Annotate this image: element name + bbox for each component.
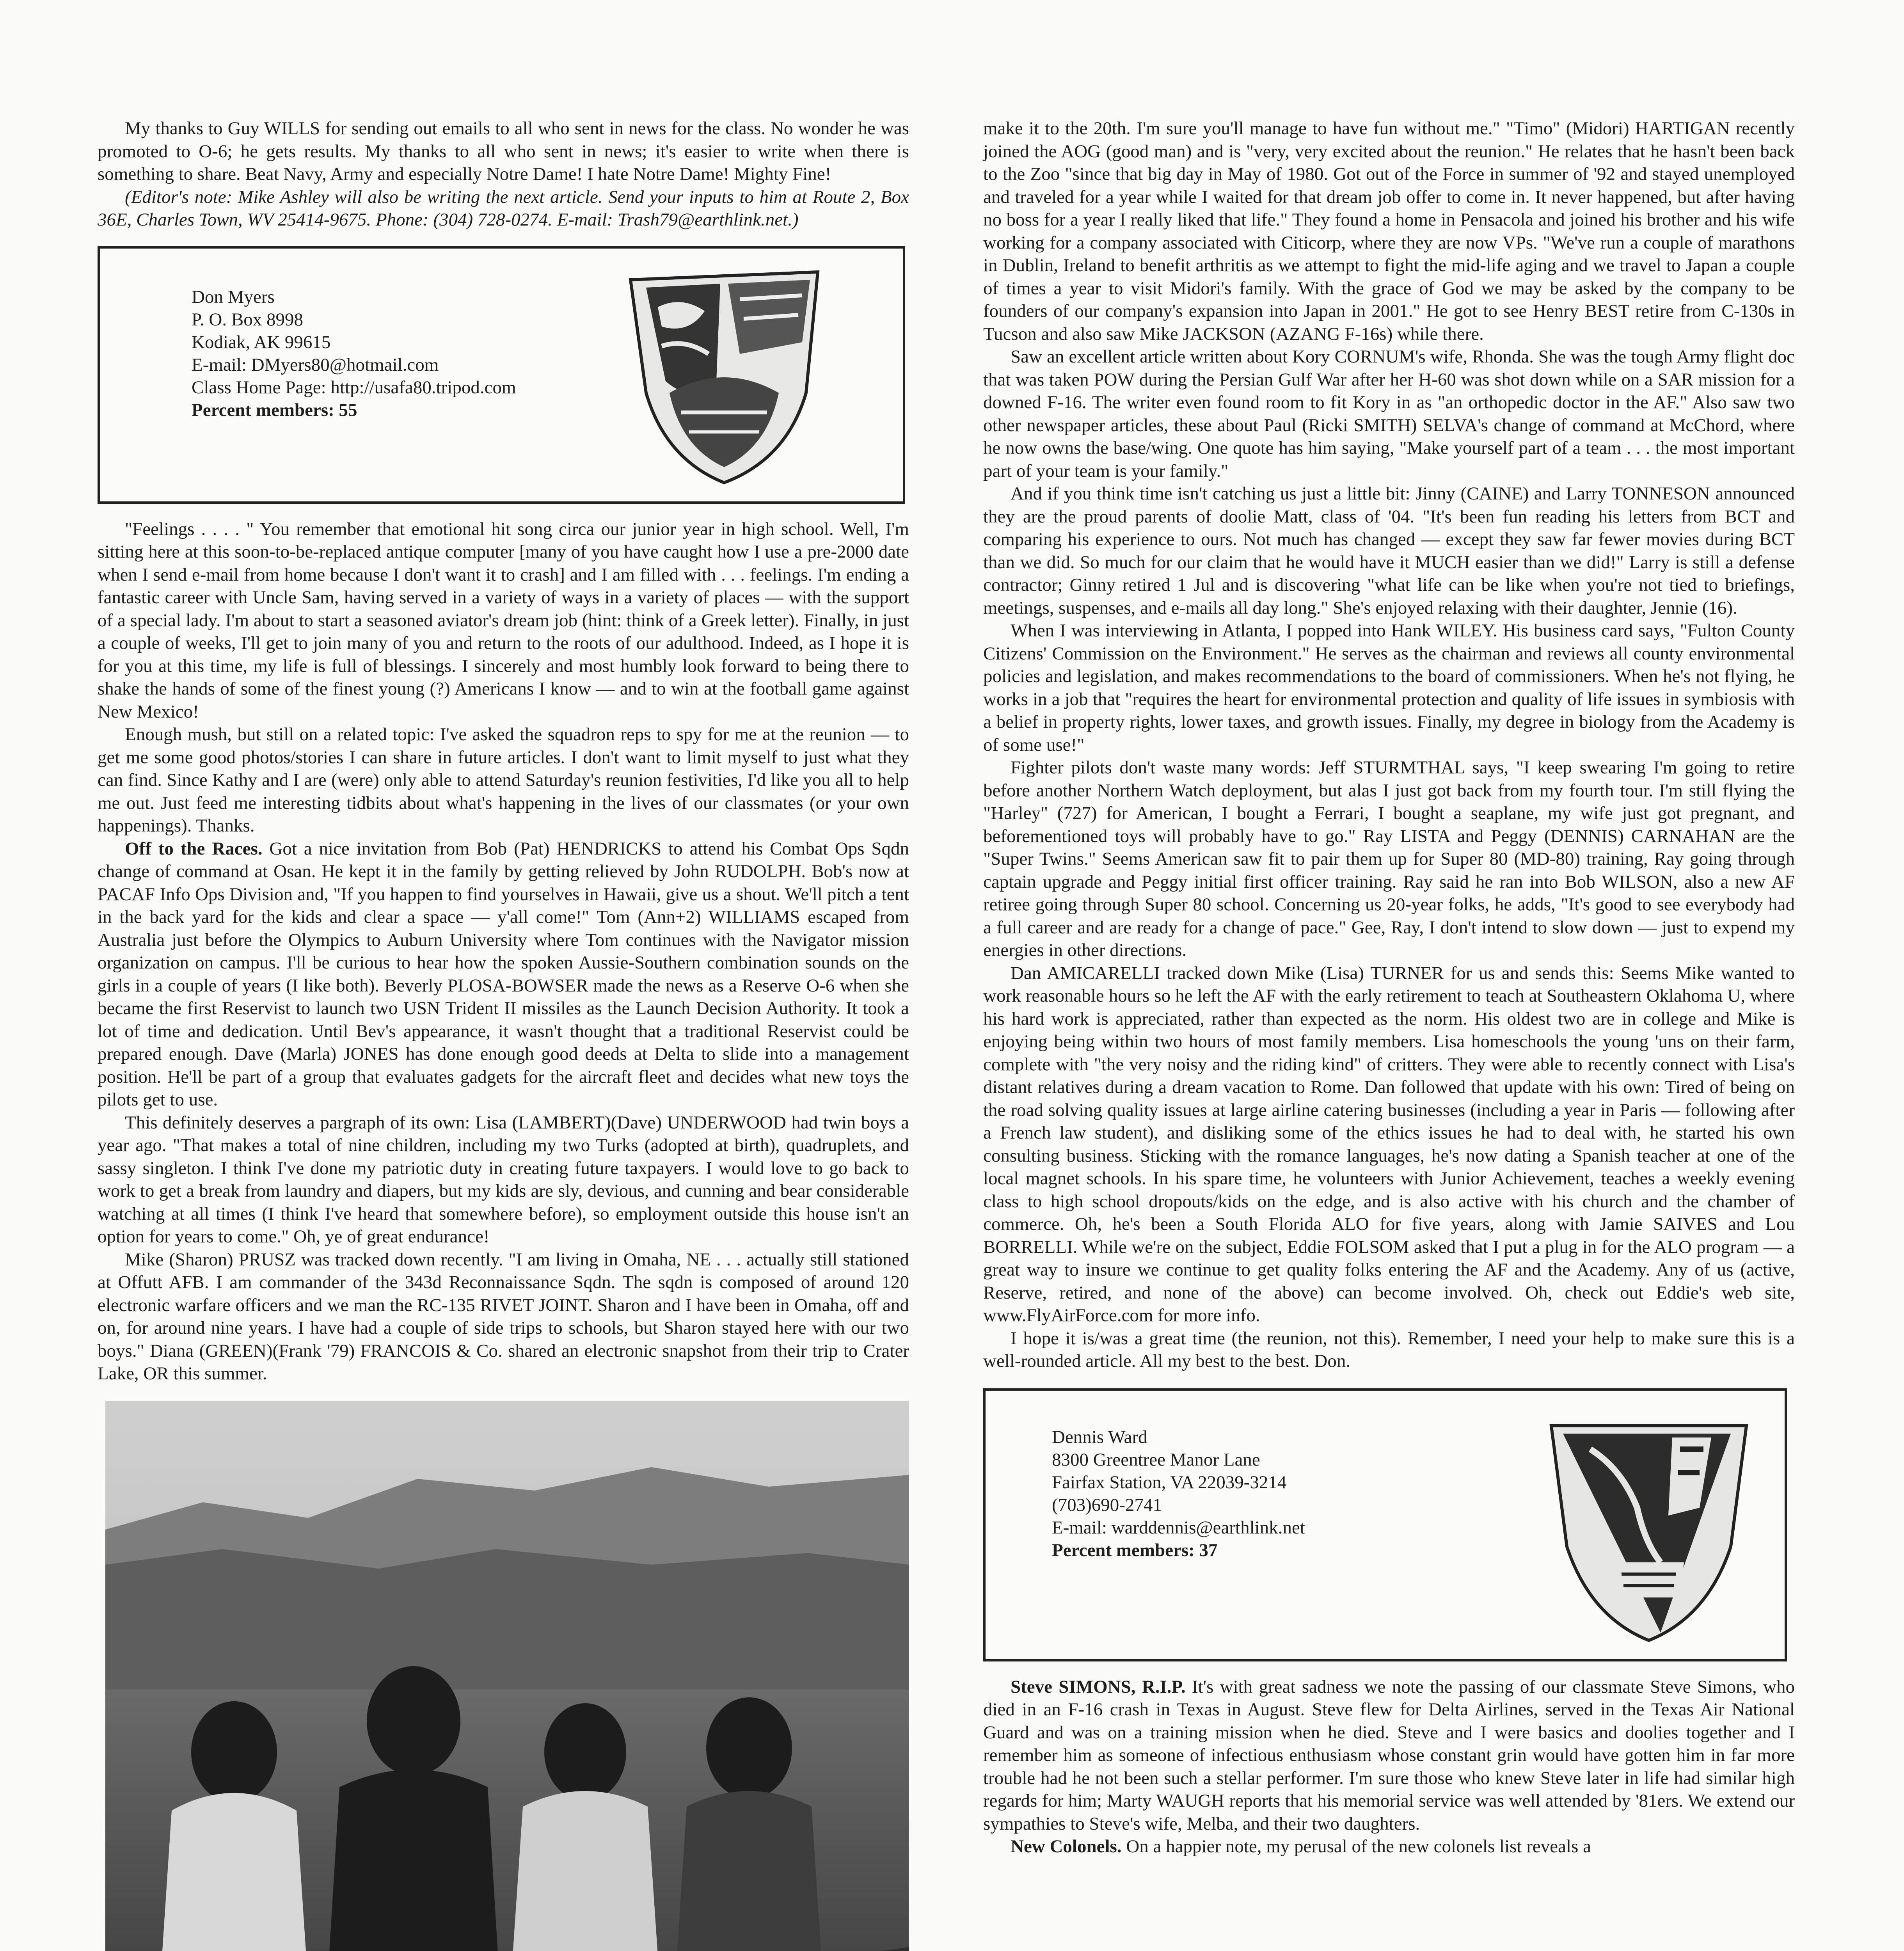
contact-info bbox=[1052, 1426, 1305, 1562]
section-lead: Off to the Races. bbox=[125, 838, 263, 859]
contact-box-class-1981 bbox=[983, 1388, 1787, 1661]
contact-address-line-1: 8300 Greentree Manor Lane bbox=[1052, 1449, 1260, 1470]
contact-address-line-1: P. O. Box 8998 bbox=[192, 309, 303, 330]
article-paragraph: This definitely deserves a pargraph of its own: Lisa (LAMBERT)(Dave) UNDERWOOD had twin boys a year ago. "That makes a total of nine children, including my two Turks (adopted at birth), quadruplets, and sassy singleton. I think I've done my patriotic duty in creating future taxpayers. I would love to go back to work to get a break from laundry and diapers, but my kids are sly, devious, and cunning and bear considerable watching at all times (I think I've heard that somewhere before), so employment outside this house isn't an option for years to come." Oh, ye of great endurance! bbox=[98, 1112, 909, 1247]
contact-name: Don Myers bbox=[192, 286, 275, 307]
right-column bbox=[983, 117, 1795, 1858]
article-paragraph: Off to the Races. Got a nice invitation from Bob (Pat) HENDRICKS to attend his Combat Ops Sqdn change of command at Osan. He kept it in the family by getting relieved by John RUDOLPH. Bob's now at PACAF Info Ops Division and, "If you happen to find yourselves in Hawaii, give us a shout. We'll pitch a tent in the back yard for the kids and clear a space — y'all come!" Tom (Ann+2) WILLIAMS escaped from Australia just before the Olympics to Auburn University where Tom continues with the Navigator mission organization on campus. I'll be curious to hear how the spoken Aussie-Southern combination sounds on the girls in a couple of years (I like both). Beverly PLOSA-BOWSER made the news as a Reserve O-6 when she became the first Reservist to launch two USN Trident II missiles as the Launch Decision Authority. It took a lot of time and dedication. Until Bev's appearance, it wasn't thought that a traditional Reservist could be prepared enough. Dave (Marla) JONES has done enough good deeds at Delta to slide into a management position. He'll be part of a group that evaluates gadgets for the aircraft fleet and decides what new toys the pilots get to use. bbox=[98, 838, 909, 1110]
crater-lake-photo bbox=[105, 1401, 909, 1951]
article-paragraph: Dan AMICARELLI tracked down Mike (Lisa) TURNER for us and sends this: Seems Mike wanted to work reasonable hours so he left the AF with the early retirement to teach at Southeastern Oklahoma U, where his hard work is appreciated, rather than expected as the norm. His oldest two are in college and Mike is enjoying being within two hours of most family members. Lisa homeschools the young 'uns on their farm, complete with "the very noisy and the riding kind" of critters. They were able to recently connect with Lisa's distant relatives during a dream vacation to Rome. Dan followed that update with his own: Tired of being on the road solving quality issues at large airline catering businesses (including a year in Paris — following after a French law student), and disliking some of the ethics issues he had to deal with, he started his own consulting business. Sticking with the romance languages, he's now dating a Spanish teacher at one of the local magnet schools. In his spare time, he volunteers with Junior Achievement, teaches a weekly evening class to high school dropouts/kids on the edge, and is also active with his church and the chamber of commerce. Oh, he's been a South Florida ALO for five years, along with Jamie SAIVES and Lou BORRELLI. While we're on the subject, Eddie FOLSOM asked that I put a plug in for the ALO program — a great way to insure we continue to get quality folks entering the AF and the Academy. Any of us (active, Reserve, retired, and none of the above) can become involved. Oh, check out Eddie's web site, www.FlyAirForce.com for more info. bbox=[983, 963, 1795, 1326]
contact-box-class-1980 bbox=[98, 246, 905, 504]
percent-members: Percent members: 55 bbox=[192, 400, 357, 420]
article-paragraph: When I was interviewing in Atlanta, I popped into Hank WILEY. His business card says, "Fulton County Citizens' Commission on the Environment." He serves as the chairman and reviews all county environmental policies and legislation, and makes recommendations to the board of commissioners. When he's not flying, he works in a job that "requires the heart for environmental protection and quality of life issues in symbiosis with a belief in property rights, lower taxes, and growth issues. Finally, my degree in biology from the Academy is of some use!" bbox=[983, 620, 1795, 755]
contact-name: Dennis Ward bbox=[1052, 1427, 1147, 1447]
contact-info bbox=[192, 286, 516, 421]
article-paragraph: Enough mush, but still on a related topic: I've asked the squadron reps to spy for me at the reunion — to get me some good photos/stories I can share in future articles. I don't want to limit myself to just what they can find. Since Kathy and I are (were) only able to attend Saturday's reunion festivities, I'd like you all to help me out. Just feed me interesting tidbits about what's happening in the lives of our classmates (or your own happenings). Thanks. bbox=[98, 724, 909, 836]
class-crest-icon bbox=[623, 264, 826, 490]
percent-members: Percent members: 37 bbox=[1052, 1540, 1218, 1560]
article-paragraph: Fighter pilots don't waste many words: Jeff STURMTHAL says, "I keep swearing I'm going to retire before another Northern Watch deployment, but alas I just got back from my fourth tour. I'm still flying the "Harley" (727) for American, I bought a Ferrari, I bought a seaplane, my wife just got pregnant, and beforementioned toys will probably have to go." Ray LISTA and Peggy (DENNIS) CARNAHAN are the "Super Twins." Seems American saw fit to pair them up for Super 80 (MD-80) training, Ray going through captain upgrade and Peggy initial first officer training. Ray said he ran into Bob WILSON, also a new AF retiree going through Super 80 school. Concerning us 20-year folks, he adds, "It's good to see everybody had a full career and are ready for a change of pace." Gee, Ray, I don't intend to slow down — just to expend my energies in other directions. bbox=[983, 757, 1795, 960]
article-paragraph: New Colonels. On a happier note, my perusal of the new colonels list reveals a bbox=[1011, 1836, 1591, 1857]
article-paragraph: I hope it is/was a great time (the reunion, not this). Remember, I need your help to make sure this is a well-rounded article. All my best to the best. Don. bbox=[983, 1328, 1795, 1371]
article-paragraph: Saw an excellent article written about Kory CORNUM's wife, Rhonda. She was the tough Army flight doc that was taken POW during the Persian Gulf War after her H-60 was shot down while on a SAR mission for a downed F-16. The writer even found room to fit Kory in as "an orthopedic doctor in the AF." Also saw two other newspaper articles, these about Paul (Ricki SMITH) SELVA's change of command at McChord, where he now owns the base/wing. One quote has him saying, "Make yourself part of a team . . . the most important part of your team is your family." bbox=[983, 346, 1795, 481]
intro-paragraph: My thanks to Guy WILLS for sending out emails to all who sent in news for the class. No wonder he was promoted to O-6; he gets results. My thanks to all who sent in news; it's easier to write when there is something to share. Beat Navy, Army and especially Notre Dame! I hate Notre Dame! Mighty Fine! bbox=[98, 118, 909, 184]
section-lead: Steve SIMONS, R.I.P. bbox=[1011, 1676, 1186, 1697]
section-lead: New Colonels. bbox=[1011, 1836, 1122, 1857]
contact-phone: (703)690-2741 bbox=[1052, 1494, 1162, 1515]
contact-email: E-mail: warddennis@earthlink.net bbox=[1052, 1517, 1305, 1538]
contact-email: E-mail: DMyers80@hotmail.com bbox=[192, 354, 439, 375]
contact-address-line-2: Fairfax Station, VA 22039-3214 bbox=[1052, 1472, 1287, 1493]
contact-address-line-2: Kodiak, AK 99615 bbox=[192, 332, 331, 352]
editor-note: (Editor's note: Mike Ashley will also be writing the next article. Send your inputs to him at Route 2, Box 36E, Charles Town, WV 25414-9675. Phone: (304) 728-0274. E-mail: Trash79@earthlink.net.) bbox=[98, 187, 909, 230]
article-paragraph: "Feelings . . . . " You remember that emotional hit song circa our junior year in high school. Well, I'm sitting here at this soon-to-be-replaced antique computer [many of you have caught how I use a pre-2000 date when I send e-mail from home because I don't want it to crash] and I am filled with . . . feelings. I'm ending a fantastic career with Uncle Sam, having served in a variety of ways in a variety of places — with the support of a special lady. I'm about to start a seasoned aviator's dream job (hint: think of a Greek letter). Finally, in just a couple of weeks, I'll get to join many of you and return to the roots of our adulthood. Indeed, as I hope it is for you at this time, my life is full of blessings. I sincerely and most humbly look forward to being there to shake the hands of some of the finest young (?) Americans I know — and to win at the football game against New Mexico! bbox=[98, 519, 909, 722]
class-crest-icon bbox=[1543, 1414, 1754, 1648]
article-paragraph: Steve SIMONS, R.I.P. It's with great sadness we note the passing of our classmate Steve Simons, who died in an F-16 crash in Texas in August. Steve flew for Delta Airlines, served in the Texas Air National Guard and was on a training mission when he died. Steve and I were basics and doolies together and I remember him as someone of infectious enthusiasm whose constant grin would have gotten him in far more trouble had he not been such a stellar performer. I'm sure those who knew Steve later in life had similar high regards for him; Marty WAUGH reports that his memorial service was well attended by '81ers. We extend our sympathies to Steve's wife, Melba, and their two daughters. bbox=[983, 1676, 1795, 1834]
left-column bbox=[98, 117, 909, 1951]
article-paragraph: Mike (Sharon) PRUSZ was tracked down recently. "I am living in Omaha, NE . . . actually still stationed at Offutt AFB. I am commander of the 343d Reconnaissance Sqdn. The sqdn is composed of around 120 electronic warfare officers and we man the RC-135 RIVET JOINT. Sharon and I have been in Omaha, off and on, for around nine years. I have had a couple of side trips to schools, but Sharon stayed here with our two boys." Diana (GREEN)(Frank '79) FRANCOIS & Co. shared an electronic snapshot from their trip to Crater Lake, OR this summer. bbox=[98, 1249, 909, 1384]
article-paragraph: And if you think time isn't catching us just a little bit: Jinny (CAINE) and Larry TONNESON announced they are the proud parents of doolie Matt, class of '04. "It's been fun reading his letters from BCT and comparing his experience to ours. Not much has changed — except they saw far fewer movies during BCT than we did. So much for our claim that he would have it MUCH easier than we did!" Larry is still a defense contractor; Ginny retired 1 Jul and is discovering "what life can be like when you're not tied to briefings, meetings, suspenses, and e-mails all day long." She's enjoyed relaxing with their daughter, Jennie (16). bbox=[983, 483, 1795, 618]
photo-image bbox=[105, 1401, 909, 1951]
article-paragraph: make it to the 20th. I'm sure you'll manage to have fun without me." "Timo" (Midori) HARTIGAN recently joined the AOG (good man) and is "very, very excited about the reunion." He relates that he hasn't been back to the Zoo "since that big day in May of 1980. Got out of the Force in summer of '92 and stayed unemployed and traveled for a year while I waited for that dream job offer to come in. It never happened, but after having no boss for a year I really liked that life." They found a home in Pensacola and joined his brother and his wife working for a company associated with Citicorp, where they are now VPs. "We've run a couple of marathons in Dublin, Ireland to benefit arthritis as we attempt to fight the mid-life aging and we travel to Japan a couple of times a year to visit Midori's family. With the grace of God we may be asked by the company to be founders of our company's expansion into Japan in 2001." He got to see Henry BEST retire from C-130s in Tucson and also saw Mike JACKSON (AZANG F-16s) while there. bbox=[983, 118, 1795, 344]
contact-homepage: Class Home Page: http://usafa80.tripod.com bbox=[192, 377, 516, 398]
